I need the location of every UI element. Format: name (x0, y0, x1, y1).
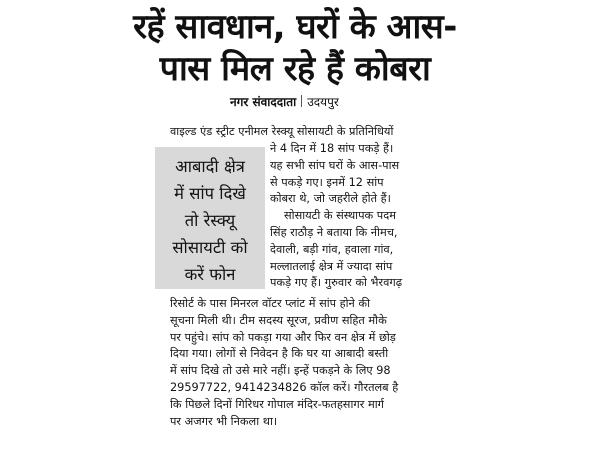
pull-quote (155, 147, 265, 289)
body-line: सूचना मिली थी। टीम सदस्य सूरज, प्रवीण सहित मौके (170, 313, 387, 327)
article-narrow-column (270, 141, 445, 292)
body-line: रिसोर्ट के पास मिनरल वॉटर प्लांट में सांप होने की (170, 297, 371, 310)
article-intro (170, 124, 445, 141)
body-line: पकड़े गए हैं। गुरुवार को भैरवगढ़ (270, 276, 403, 290)
body-line: सिंह राठौड़ ने बताया कि नीमच, (270, 225, 398, 239)
body-line: दिया गया। लोगों से निवेदन है कि घर या आबादी बस्ती (170, 347, 389, 361)
pull-quote-line: आबादी क्षेत्र (175, 157, 245, 176)
body-line: सोसायटी के संस्थापक पदम (284, 209, 396, 223)
body-line: पर पहुंचे। सांप को पकड़ा गया और फिर वन क्षेत्र में छोड़ (170, 330, 396, 344)
pull-quote-line: तो रेस्क्यू (184, 211, 236, 230)
body-line: देवाली, बड़ी गांव, हवाला गांव, (270, 242, 394, 256)
body-line: ने 4 दिन में 18 सांप पकड़े हैं। (270, 142, 394, 155)
pull-quote-line: में सांप दिखे (174, 184, 246, 203)
body-line: पर अजगर भी निकला था। (170, 414, 278, 428)
pull-quote-line: करें फोन (184, 265, 236, 284)
byline-divider (301, 95, 302, 107)
headline-line: रहें सावधान, घरों के आस- (133, 7, 457, 47)
body-line: 29597722, 9414234826 कॉल करें। गौरतलब है (170, 380, 399, 394)
body-line: मल्लातलाई क्षेत्र में ज्यादा सांप (270, 259, 393, 273)
byline (230, 94, 480, 110)
body-line: कोबरा थे, जो जहरीले होते हैं। (270, 192, 391, 206)
body-line: कि पिछले दिनों गिरिधर गोपाल मंदिर-फतहसागर मार्ग (170, 397, 384, 411)
dateline-place: उदयपुर (307, 95, 339, 109)
headline (130, 6, 460, 90)
body-line: से पकड़े गए। इनमें 12 सांप (270, 175, 384, 189)
reporter-name: नगर संवाददाता (230, 95, 297, 109)
body-line: यह सभी सांप घरों के आस-पास (270, 158, 400, 172)
pull-quote-line: सोसायटी को (172, 238, 248, 257)
body-line: वाइल्ड एंड स्ट्रीट एनीमल रेस्क्यू सोसायटी के प्रतिनिधियों (170, 125, 394, 138)
article-body (170, 296, 445, 430)
headline-line: पास मिल रहे हैं कोबरा (159, 49, 431, 89)
body-line: में सांप दिखे तो उसे मारे नहीं। इन्हें पकड़ने के लिए 98 (170, 364, 391, 378)
